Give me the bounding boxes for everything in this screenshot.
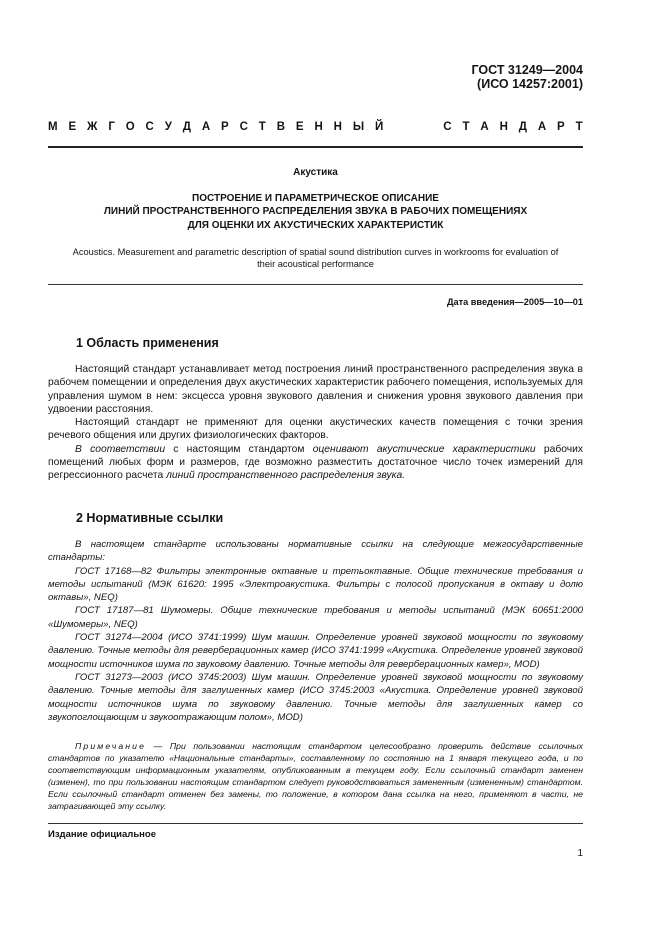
banner-letter: Т [462, 121, 470, 133]
banner-letter: Р [221, 121, 230, 133]
english-title [48, 246, 583, 271]
edition-label: Издание официальное [48, 829, 156, 840]
document-subject: Акустика [293, 167, 338, 178]
document-title [48, 192, 583, 232]
iso-code: (ИСО 14257:2001) [477, 77, 583, 91]
section-1-heading: 1 Область применения [76, 336, 219, 350]
banner-letter: С [443, 121, 452, 133]
banner-letter: Р [557, 121, 565, 133]
section-1-body [48, 363, 583, 483]
banner-letter: Т [258, 121, 267, 133]
banner-letter: Т [575, 121, 583, 133]
note [48, 740, 583, 813]
section-1-paragraph-2: Настоящий стандарт не применяют для оценки акустических качеств помещения с точки зрения речевого общения или других физиологических факторов. [48, 417, 583, 442]
note-text: — При пользовании настоящим стандартом целесообразно проверить действие ссылочных стандартов по указателю «Национальные стандарты», составленному по состоянию на 1 января текущего года, и по соответствующим информационным указателям, опубликованным в текущем году. Если ссылочный стандарт заменен (изменен), то при пользовании настоящим стандартом следует руководствоваться замененным (измененным) стандартом. Если ссылочный стандарт отменен без замены, то положение, в котором дана ссылка на него, применяют в части, не затрагивающей эту ссылку. [48, 741, 583, 812]
banner-letter: С [145, 121, 155, 133]
reference-item: ГОСТ 31274—2004 (ИСО 3741:1999) Шум машин. Определение уровней звуковой мощности по звуковому давлению. Точные методы для реверберационных камер (ИСО 3741:1999 «Акустика. Определение уровней звуковой мощности источников шума по звуковому давлению. Точные методы для реверберационных камер», MOD) [48, 632, 583, 670]
banner-gap [419, 121, 433, 133]
emphasis-text: В соответствии [75, 443, 166, 455]
english-title-line-2: their acoustical performance [257, 259, 374, 270]
banner-letter: Д [518, 121, 528, 133]
section-1-paragraph-1: Настоящий стандарт устанавливает метод построения линий пространственного распределения звука в рабочем помещении и определения двух акустических характеристик рабочего помещения, используемых для управления шумом в нем: эксцесса уровня звукового давления и снижения уровня звукового давления при удвоении расстояния. [48, 364, 583, 415]
reference-item: ГОСТ 17187—81 Шумомеры. Общие технические требования и методы испытаний (МЭК 60651:2000 «Шумомеры», NEQ) [48, 605, 583, 630]
banner-letter: С [239, 121, 249, 133]
title-line-1: ПОСТРОЕНИЕ И ПАРАМЕТРИЧЕСКОЕ ОПИСАНИЕ [192, 193, 439, 204]
page-number: 1 [577, 848, 583, 859]
banner-letter: О [125, 121, 135, 133]
title-line-3: ДЛЯ ОЦЕНКИ ИХ АКУСТИЧЕСКИХ ХАРАКТЕРИСТИК [187, 219, 444, 231]
banner-letter: В [276, 121, 286, 133]
references-intro: В настоящем стандарте использованы нормативные ссылки на следующие межгосударственные стандарты: [48, 539, 583, 564]
note-paragraph [48, 740, 583, 813]
banner-letter: Ж [87, 121, 98, 133]
banner-letter: Й [374, 121, 384, 133]
banner-gap [394, 121, 408, 133]
document-code [471, 63, 583, 91]
normative-references [48, 538, 583, 724]
banner-letter: А [537, 121, 547, 133]
banner-letter: Н [333, 121, 343, 133]
emphasis-text: линий пространственного распределения звука. [166, 470, 406, 482]
plain-text: с настоящим стандартом [165, 443, 313, 455]
plain-text: рабочих помещений любых форм и размеров, где возможно разместить достаточное число точек измерений для регрессионного расчета [48, 443, 583, 482]
introduction-date: Дата введения—2005—10—01 [446, 297, 583, 307]
banner-letter: Ы [352, 121, 365, 133]
reference-item: ГОСТ 31273—2003 (ИСО 3745:2003) Шум машин. Определение уровней звуковой мощности по звуковому давлению. Точные методы для заглушенных камер (ИСО 3745:2003 «Акустика. Определение уровней звуковой мощности источников шума по звуковому давлению. Точные методы для заглушенных камер со звукопоглощающим и звукоотражающим полом», MOD) [48, 671, 583, 723]
title-rule [48, 284, 583, 285]
banner-letter: А [480, 121, 489, 133]
title-line-2: ЛИНИЙ ПРОСТРАНСТВЕННОГО РАСПРЕДЕЛЕНИЯ ЗВУКА В РАБОЧИХ ПОМЕЩЕНИЯХ [103, 206, 528, 218]
emphasis-text: оценивают акустические характеристики [312, 443, 536, 455]
banner-letter: У [164, 121, 173, 133]
section-1-paragraph-3 [48, 443, 583, 483]
banner-letter: М [48, 121, 58, 133]
section-2-heading: 2 Нормативные ссылки [76, 511, 224, 525]
banner-letter: Н [314, 121, 324, 133]
banner-letter: Е [295, 121, 304, 133]
reference-item: ГОСТ 17168—82 Фильтры электронные октавные и третьоктавные. Общие технические требования и методы испытаний (МЭК 61620: 1995 «Электроакустика. Фильтры с полосой пропускания в октаву и долю октавы», NEQ) [48, 565, 583, 604]
banner-letter: А [201, 121, 211, 133]
standard-banner [48, 121, 583, 133]
banner-letters [48, 121, 583, 133]
banner-letter: Е [68, 121, 77, 133]
gost-code: ГОСТ 31249—2004 [471, 63, 583, 77]
banner-letter: Н [499, 121, 509, 133]
footer-rule [48, 823, 583, 824]
note-label: Примечание [75, 741, 147, 751]
banner-letter: Д [182, 121, 192, 133]
banner-letter: Г [108, 121, 116, 133]
header-rule [48, 146, 583, 148]
english-title-line-1: Acoustics. Measurement and parametric description of spatial sound distribution curves in workrooms for evaluation of [72, 247, 559, 257]
